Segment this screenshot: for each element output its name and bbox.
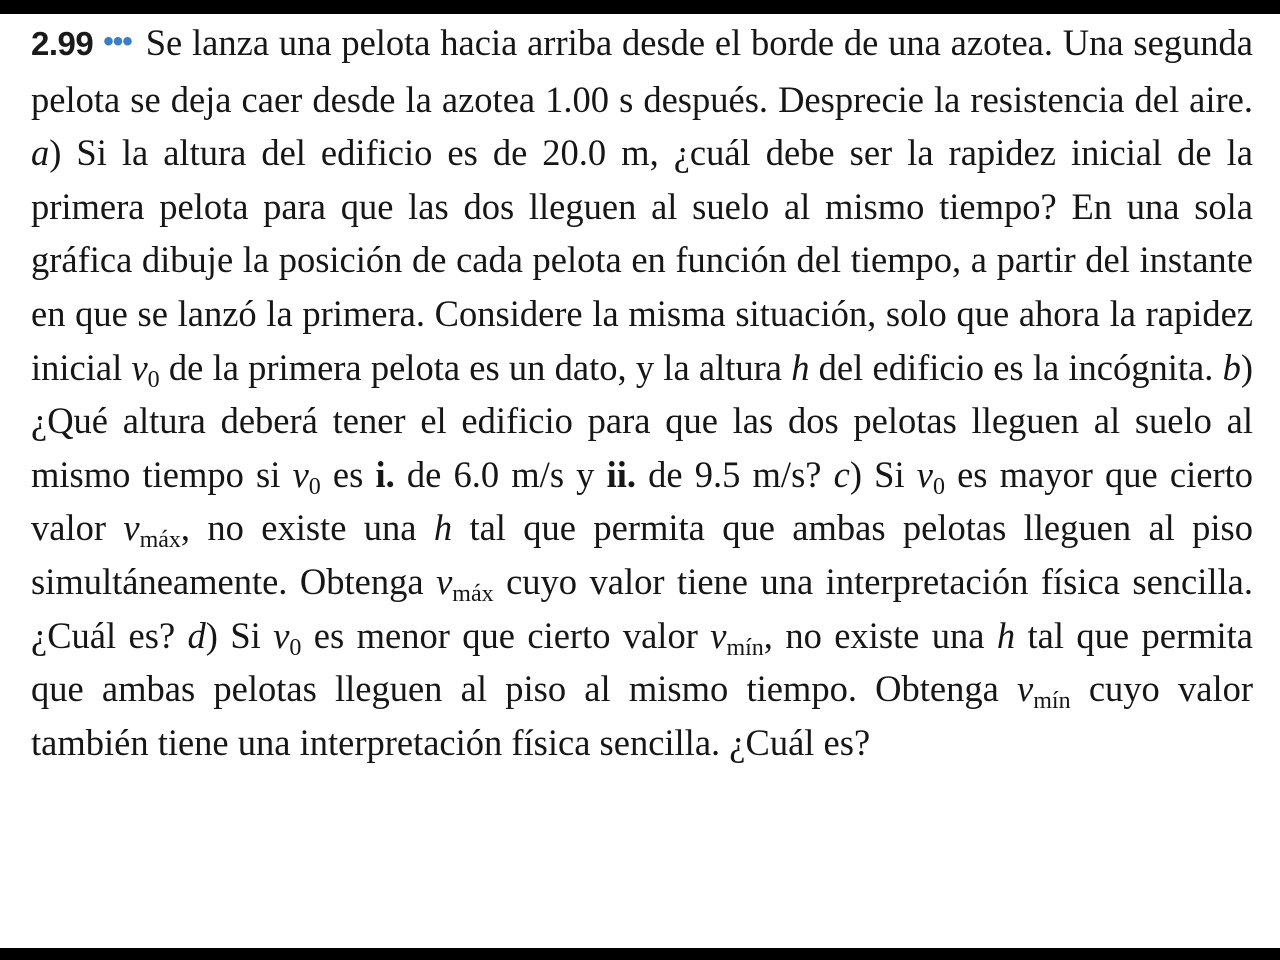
problem-number: 2.99 (31, 25, 94, 62)
item-i-label: i. (375, 453, 395, 495)
problem-sentence: Se lanza una pelota hacia arriba desde el borde de una azotea. Una segunda pelota se deja caer desde la azotea 1.00 s después. Desprecie la resistencia del aire. (31, 22, 1253, 120)
problem-sentence: , no existe una (763, 614, 997, 656)
h-symbol: h (433, 507, 453, 549)
textbook-page (0, 14, 1280, 948)
problem-sentence: ) ¿Qué altura deberá tener el edificio para que las dos pelotas lleguen al suelo al mismo tiempo si (31, 346, 1253, 495)
v-min-subscript: mín (726, 634, 764, 661)
v-min-subscript: mín (1033, 688, 1071, 715)
part-d-label: d (187, 614, 206, 656)
problem-sentence: es mayor que cierto valor (31, 453, 1253, 549)
h-symbol: h (996, 614, 1016, 656)
problem-sentence: ) Si (205, 614, 274, 656)
v-symbol: v (123, 507, 140, 549)
part-c-label: c (833, 453, 850, 495)
v-symbol: v (273, 614, 290, 656)
problem-sentence: ) Si la altura del edificio es de 20.0 m, ¿cuál debe ser la rapidez inicial de la primera pelota para que las dos lleguen al suelo al mismo tiempo? En una sola gráfica dibuje la posición de cada pelota en función del tiempo, a partir del instante en que se lanzó la primera. Considere la misma situación, solo que ahora la rapidez inicial (31, 132, 1253, 388)
problem-sentence: cuyo valor tiene una interpretación física sencilla. ¿Cuál es? (31, 560, 1253, 656)
v-max-subscript: máx (139, 527, 181, 554)
v-symbol: v (436, 560, 453, 602)
v-subscript: 0 (147, 366, 160, 393)
problem-sentence: cuyo valor también tiene una interpretación física sencilla. ¿Cuál es? (31, 668, 1253, 763)
h-symbol: h (791, 346, 810, 388)
item-ii-label: ii. (606, 453, 637, 495)
problem-sentence: de 6.0 m/s y (394, 453, 607, 495)
part-a-label: a (31, 132, 50, 174)
problem-sentence: ) Si (849, 453, 917, 495)
v-symbol: v (916, 453, 933, 495)
problem-sentence: es (320, 453, 376, 495)
problem-sentence: tal que permita que ambas pelotas lleguen al piso simultáneamente. Obtenga (31, 507, 1254, 602)
v-subscript: 0 (932, 473, 945, 500)
problem-sentence: de la primera pelota es un dato, y la altura (159, 346, 792, 388)
problem-sentence: , no existe una (180, 507, 434, 549)
v-symbol: v (1017, 668, 1034, 710)
v-subscript: 0 (289, 634, 302, 661)
part-b-label: b (1222, 346, 1241, 388)
v-symbol: v (710, 614, 727, 656)
problem-sentence: de 9.5 m/s? (636, 453, 834, 495)
problem-sentence: tal que permita que ambas pelotas lleguen al piso al mismo tiempo. Obtenga (31, 614, 1253, 710)
v-subscript: 0 (308, 473, 321, 500)
v-symbol: v (292, 453, 309, 495)
problem-text (31, 16, 1253, 769)
problem-sentence: es menor que cierto valor (301, 614, 711, 656)
v-max-subscript: máx (452, 580, 494, 607)
v-symbol: v (131, 346, 148, 388)
problem-sentence: del edificio es la incógnita. (809, 346, 1223, 388)
difficulty-dots: ••• (103, 25, 132, 58)
